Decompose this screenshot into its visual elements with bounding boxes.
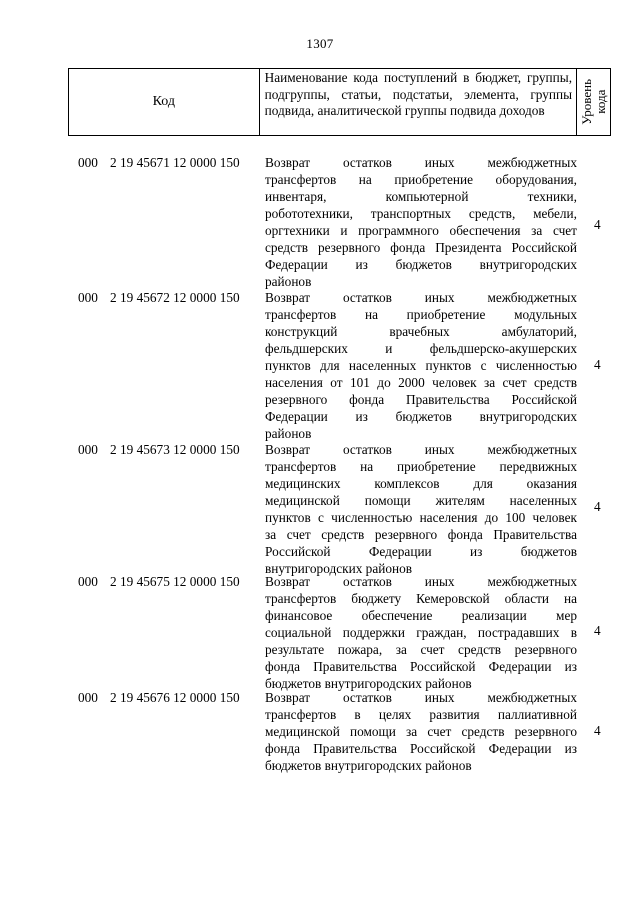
code-level: 4	[594, 499, 601, 514]
revenue-name-line: инвентаря, компьютерной техники,	[265, 189, 577, 204]
header-code-label: Код	[152, 94, 175, 109]
budget-classification-code: 2 19 45673 12 0000 150	[110, 442, 240, 457]
revenue-name-line: финансовое обеспечение реализации мер	[265, 608, 577, 623]
admin-code: 000	[78, 690, 98, 705]
revenue-name-line: пунктов с численностью населения до 100 человек	[265, 510, 577, 525]
revenue-name-line: робототехники, транспортных средств, мебели,	[265, 206, 577, 221]
revenue-name-line: Возврат остатков иных межбюджетных	[265, 155, 577, 170]
code-level: 4	[594, 357, 601, 372]
revenue-name-line: медицинской помощи жителям населенных	[265, 493, 577, 508]
revenue-name-line: Возврат остатков иных межбюджетных	[265, 290, 577, 305]
revenue-name-line: средств резервного фонда Президента Российской	[265, 240, 577, 255]
revenue-name-line: трансфертов на приобретение передвижных	[265, 459, 577, 474]
revenue-name-line: конструкций врачебных амбулаторий,	[265, 324, 577, 339]
admin-code: 000	[78, 290, 98, 305]
revenue-code	[78, 441, 240, 458]
header-level-label: Уровень кода	[578, 79, 608, 125]
budget-classification-code: 2 19 45676 12 0000 150	[110, 690, 240, 705]
revenue-name-line: трансфертов бюджету Кемеровской области на	[265, 591, 577, 606]
header-name-label: Наименование кода поступлений в бюджет, группы, подгруппы, статьи, подстатьи, элемента, группы подвида, аналитической группы подвида доходов	[264, 70, 573, 118]
revenue-name-line: внутригородских районов	[265, 561, 413, 576]
revenue-name-line: социальной поддержки граждан, пострадавших в	[265, 625, 577, 640]
budget-classification-code: 2 19 45675 12 0000 150	[110, 574, 240, 589]
code-level: 4	[594, 723, 601, 738]
revenue-code	[78, 689, 240, 706]
code-level: 4	[594, 217, 601, 232]
revenue-name-line: бюджетов внутригородских районов	[265, 676, 472, 691]
revenue-name-line: фонда Правительства Российской Федерации из	[265, 659, 577, 674]
revenue-name-line: Возврат остатков иных межбюджетных	[265, 690, 577, 705]
revenue-name-line: результате пожара, за счет средств резервного	[265, 642, 577, 657]
revenue-name-line: медицинской помощи за счет средств резервного	[265, 724, 577, 739]
revenue-name	[265, 154, 577, 290]
revenue-code	[78, 573, 240, 590]
revenue-name-line: за счет средств резервного фонда Правительства	[265, 527, 577, 542]
budget-classification-code: 2 19 45671 12 0000 150	[110, 155, 240, 170]
revenue-code	[78, 289, 240, 306]
revenue-name-line: районов	[265, 274, 312, 289]
revenue-name-line: медицинских комплексов для оказания	[265, 476, 577, 491]
revenue-name-line: Возврат остатков иных межбюджетных	[265, 442, 577, 457]
revenue-name	[265, 689, 577, 774]
code-level: 4	[594, 623, 601, 638]
revenue-name-line: трансфертов на приобретение оборудования,	[265, 172, 577, 187]
revenue-name-line: фонда Правительства Российской Федерации из	[265, 741, 577, 756]
revenue-name-line: Российской Федерации из бюджетов	[265, 544, 577, 559]
revenue-name-line: пунктов для населенных пунктов с численностью	[265, 358, 577, 373]
admin-code: 000	[78, 155, 98, 170]
revenue-name	[265, 573, 577, 692]
revenue-name-line: резервного фонда Правительства Российской	[265, 392, 577, 407]
revenue-code	[78, 154, 240, 171]
page-number: 1307	[306, 36, 334, 51]
revenue-name	[265, 441, 577, 577]
admin-code: 000	[78, 574, 98, 589]
revenue-name-line: районов	[265, 426, 312, 441]
revenue-name-line: Возврат остатков иных межбюджетных	[265, 574, 577, 589]
admin-code: 000	[78, 442, 98, 457]
revenue-name-line: фельдшерских и фельдшерско-акушерских	[265, 341, 577, 356]
revenue-name-line: оргтехники и программного обеспечения за счет	[265, 223, 577, 238]
revenue-name	[265, 289, 577, 442]
revenue-name-line: трансфертов в целях развития паллиативной	[265, 707, 577, 722]
revenue-name-line: бюджетов внутригородских районов	[265, 758, 472, 773]
revenue-name-line: населения от 101 до 2000 человек за счет средств	[265, 375, 577, 390]
revenue-name-line: Федерации из бюджетов внутригородских	[265, 257, 577, 272]
revenue-name-line: Федерации из бюджетов внутригородских	[265, 409, 577, 424]
revenue-name-line: трансфертов на приобретение модульных	[265, 307, 577, 322]
budget-classification-code: 2 19 45672 12 0000 150	[110, 290, 240, 305]
